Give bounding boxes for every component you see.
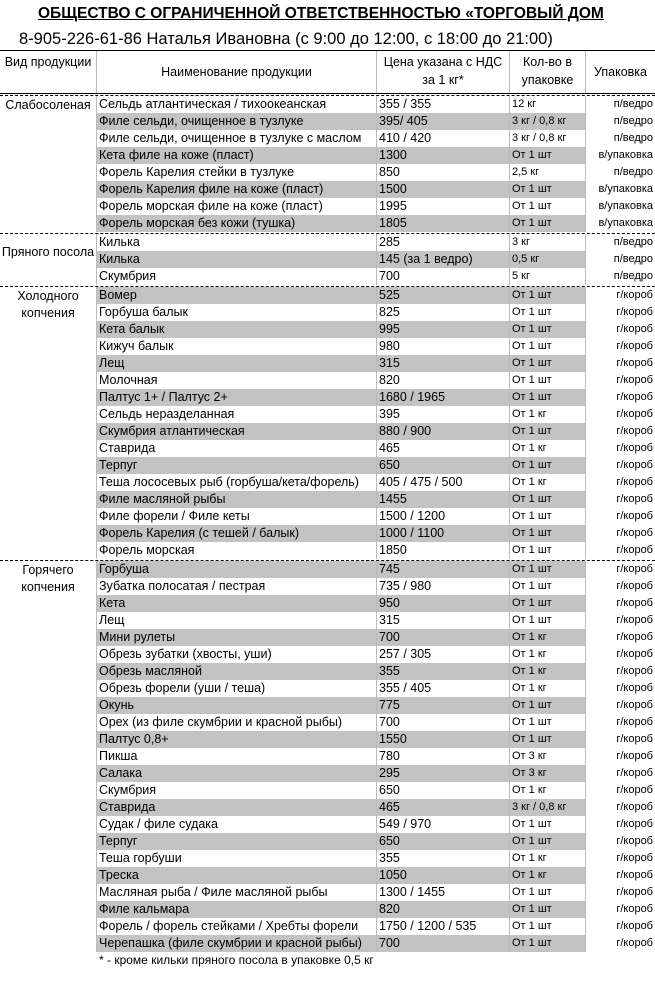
product-qty: От 1 шт xyxy=(512,544,552,556)
product-price: 1050 xyxy=(377,867,509,884)
product-qty: От 1 шт xyxy=(510,833,586,850)
table-row xyxy=(0,782,655,799)
table-row xyxy=(0,491,655,508)
table-row xyxy=(0,321,655,338)
product-pack: г/короб xyxy=(616,699,653,711)
product-qty: От 1 шт xyxy=(512,920,552,932)
table-row xyxy=(0,355,655,372)
product-name: Филе сельди, очищенное в тузлуке xyxy=(97,113,376,130)
header-price: Цена указана с НДС за 1 кг* xyxy=(377,51,510,93)
product-pack: г/короб xyxy=(616,835,653,847)
product-price: 395 xyxy=(379,407,400,421)
product-name: Масляная рыба / Филе масляной рыбы xyxy=(99,885,328,899)
product-name: Ставрида xyxy=(97,799,376,816)
product-name: Филе кальмара xyxy=(97,901,376,918)
product-price: 465 xyxy=(377,799,509,816)
column-rule xyxy=(585,96,586,232)
product-pack: п/ведро xyxy=(613,132,653,144)
product-price: 1805 xyxy=(377,215,509,232)
product-qty: От 1 шт xyxy=(512,374,552,386)
product-name: Скумбрия xyxy=(99,783,157,797)
product-name: Терпуг xyxy=(97,457,376,474)
product-pack: г/короб xyxy=(616,631,653,643)
product-pack: г/короб xyxy=(616,357,653,369)
product-qty: От 1 шт xyxy=(512,580,552,592)
table-row xyxy=(0,714,655,731)
table-row xyxy=(0,561,655,578)
table-row xyxy=(0,867,655,884)
product-price: 700 xyxy=(377,935,509,952)
product-pack: г/короб xyxy=(616,665,653,677)
product-name: Скумбрия атлантическая xyxy=(97,423,376,440)
product-name: Теша лососевых рыб (горбуша/кета/форель) xyxy=(99,475,359,489)
product-pack: г/короб xyxy=(616,801,653,813)
column-rule xyxy=(509,561,510,952)
product-pack: п/ведро xyxy=(613,115,653,127)
table-row xyxy=(0,268,655,285)
table-row xyxy=(0,680,655,697)
table-row xyxy=(0,525,655,542)
table-row xyxy=(0,251,655,268)
table-row xyxy=(0,372,655,389)
section-1 xyxy=(0,96,655,232)
product-price: 549 / 970 xyxy=(379,817,432,831)
table-row xyxy=(0,423,655,440)
product-qty: От 1 шт xyxy=(512,886,552,898)
product-pack: г/короб xyxy=(616,716,653,728)
product-name: Горбуша балык xyxy=(99,305,188,319)
table-row xyxy=(0,234,655,251)
product-pack: п/ведро xyxy=(613,270,653,282)
product-qty: От 1 шт xyxy=(510,321,586,338)
product-price: 820 xyxy=(379,373,400,387)
product-price: 145 (за 1 ведро) xyxy=(377,251,509,268)
table-row xyxy=(0,765,655,782)
section-3 xyxy=(0,287,655,559)
product-price: 1500 / 1200 xyxy=(379,509,446,523)
product-pack: г/короб xyxy=(616,493,653,505)
product-name: Форель / форель стейками / Хребты форели xyxy=(99,919,359,933)
product-qty: От 1 кг xyxy=(512,682,547,694)
product-price: 410 / 420 xyxy=(379,131,432,145)
table-row xyxy=(0,884,655,901)
product-price: 315 xyxy=(379,613,400,627)
product-price: 650 xyxy=(377,457,509,474)
product-name: Лещ xyxy=(97,355,376,372)
table-body xyxy=(0,95,655,952)
product-pack: г/короб xyxy=(616,648,653,660)
product-price: 355 / 355 xyxy=(379,97,432,111)
product-price: 700 xyxy=(379,715,400,729)
table-row xyxy=(0,457,655,474)
header-name: Наименование продукции xyxy=(97,51,377,93)
product-name: Форель морская без кожи (тушка) xyxy=(97,215,376,232)
section-label: Холодного копчения xyxy=(17,289,79,320)
product-qty: От 1 кг xyxy=(512,784,547,796)
product-price: 1000 / 1100 xyxy=(377,525,509,542)
table-header xyxy=(0,50,655,94)
product-qty: От 1 шт xyxy=(510,355,586,372)
product-qty: 3 кг / 0,8 кг xyxy=(510,113,586,130)
product-name: Зубатка полосатая / пестрая xyxy=(99,579,266,593)
product-pack: г/короб xyxy=(616,733,653,745)
product-name: Орех (из филе скумбрии и красной рыбы) xyxy=(99,715,343,729)
product-pack: г/короб xyxy=(616,563,653,575)
product-name: Треска xyxy=(97,867,376,884)
product-price: 745 xyxy=(377,561,509,578)
product-price: 1850 xyxy=(379,543,407,557)
product-qty: От 1 шт xyxy=(510,697,586,714)
product-price: 850 xyxy=(379,165,400,179)
column-rule xyxy=(509,287,510,559)
product-pack: г/короб xyxy=(616,374,653,386)
column-rule xyxy=(585,287,586,559)
table-row xyxy=(0,304,655,321)
product-pack: п/ведро xyxy=(613,253,653,265)
product-pack: г/короб xyxy=(616,784,653,796)
product-name: Ставрида xyxy=(99,441,156,455)
table-row xyxy=(0,799,655,816)
product-qty: От 3 кг xyxy=(510,765,586,782)
column-rule xyxy=(96,96,97,232)
product-price: 650 xyxy=(377,833,509,850)
product-pack: г/короб xyxy=(616,544,653,556)
product-name: Вомер xyxy=(97,287,376,304)
product-qty: От 1 кг xyxy=(512,442,547,454)
product-qty: 2,5 кг xyxy=(512,166,540,178)
product-price: 1300 / 1455 xyxy=(379,885,446,899)
product-pack: г/короб xyxy=(616,869,653,881)
product-pack: г/короб xyxy=(616,425,653,437)
footnote-row xyxy=(0,952,655,969)
product-price: 825 xyxy=(379,305,400,319)
product-price: 1995 xyxy=(379,199,407,213)
company-title: ОБЩЕСТВО С ОГРАНИЧЕННОЙ ОТВЕТСТВЕННОСТЬЮ «ТОРГОВЫЙ ДОМ xyxy=(38,5,604,22)
column-rule xyxy=(509,234,510,285)
product-price: 355 / 405 xyxy=(379,681,432,695)
product-qty: От 1 кг xyxy=(510,867,586,884)
product-pack: в/упаковка xyxy=(598,200,653,212)
product-pack: г/короб xyxy=(616,391,653,403)
table-row xyxy=(0,215,655,232)
table-row xyxy=(0,147,655,164)
product-name: Обрезь форели (уши / теша) xyxy=(99,681,266,695)
table-row xyxy=(0,697,655,714)
product-price: 700 xyxy=(379,269,400,283)
product-name: Теша горбуши xyxy=(99,851,182,865)
product-qty: От 1 шт xyxy=(510,389,586,406)
product-name: Сельдь неразделанная xyxy=(99,407,235,421)
product-price: 355 xyxy=(379,851,400,865)
product-qty: 3 кг / 0,8 кг xyxy=(512,132,567,144)
product-qty: От 1 шт xyxy=(510,731,586,748)
product-name: Судак / филе судака xyxy=(99,817,219,831)
table-row xyxy=(0,748,655,765)
column-rule xyxy=(96,561,97,952)
table-row xyxy=(0,816,655,833)
column-rule xyxy=(376,287,377,559)
product-price: 735 / 980 xyxy=(379,579,432,593)
product-qty: От 1 шт xyxy=(512,716,552,728)
product-name: Окунь xyxy=(97,697,376,714)
product-price: 700 xyxy=(377,629,509,646)
product-qty: От 1 шт xyxy=(510,901,586,918)
product-price: 775 xyxy=(377,697,509,714)
product-price: 1750 / 1200 / 535 xyxy=(379,919,477,933)
product-price: 1500 xyxy=(377,181,509,198)
product-price: 285 xyxy=(379,235,400,249)
product-price: 257 / 305 xyxy=(379,647,432,661)
product-price: 295 xyxy=(377,765,509,782)
product-pack: п/ведро xyxy=(613,236,653,248)
product-name: Скумбрия xyxy=(99,269,157,283)
product-qty: 3 кг / 0,8 кг xyxy=(510,799,586,816)
price-table xyxy=(0,50,655,969)
product-name: Молочная xyxy=(99,373,158,387)
product-qty: От 1 шт xyxy=(510,181,586,198)
product-pack: г/короб xyxy=(616,580,653,592)
product-qty: От 1 шт xyxy=(512,818,552,830)
product-pack: г/короб xyxy=(616,323,653,335)
column-rule xyxy=(96,234,97,285)
header-qty: Кол-во в упаковке xyxy=(510,51,586,93)
table-row xyxy=(0,629,655,646)
product-name: Пикша xyxy=(99,749,138,763)
product-price: 950 xyxy=(377,595,509,612)
product-price: 980 xyxy=(379,339,400,353)
section-label: Пряного посола xyxy=(1,245,95,259)
product-name: Кета филе на коже (пласт) xyxy=(97,147,376,164)
product-name: Обрезь масляной xyxy=(97,663,376,680)
product-price: 995 xyxy=(377,321,509,338)
product-qty: От 1 шт xyxy=(512,614,552,626)
product-pack: г/короб xyxy=(616,476,653,488)
product-name: Форель Карелия (с тешей / балык) xyxy=(97,525,376,542)
product-qty: От 1 шт xyxy=(512,200,552,212)
table-row xyxy=(0,612,655,629)
product-qty: От 1 шт xyxy=(512,306,552,318)
product-name: Филе форели / Филе кеты xyxy=(99,509,250,523)
product-qty: От 1 шт xyxy=(510,935,586,952)
product-pack: г/короб xyxy=(616,340,653,352)
product-price: 465 xyxy=(379,441,400,455)
product-qty: От 1 шт xyxy=(510,147,586,164)
product-qty: 12 кг xyxy=(512,98,537,110)
contact-phone: 8-905-226-61-86 Наталья Ивановна (с 9:00 до 12:00, с 18:00 до 21:00) xyxy=(19,30,553,48)
product-price: 650 xyxy=(379,783,400,797)
table-row xyxy=(0,646,655,663)
product-qty: От 1 шт xyxy=(510,525,586,542)
table-row xyxy=(0,508,655,525)
product-name: Кета балык xyxy=(97,321,376,338)
column-rule xyxy=(509,96,510,232)
product-qty: От 1 шт xyxy=(510,423,586,440)
product-price: 820 xyxy=(377,901,509,918)
table-row xyxy=(0,595,655,612)
product-pack: г/короб xyxy=(616,597,653,609)
table-row xyxy=(0,198,655,215)
product-name: Горбуша xyxy=(97,561,376,578)
column-rule xyxy=(376,561,377,952)
product-pack: г/короб xyxy=(616,920,653,932)
product-pack: г/короб xyxy=(616,886,653,898)
product-qty: 0,5 кг xyxy=(510,251,586,268)
product-name: Обрезь зубатки (хвосты, уши) xyxy=(99,647,272,661)
product-qty: От 1 шт xyxy=(512,510,552,522)
product-name: Кета xyxy=(97,595,376,612)
table-row xyxy=(0,918,655,935)
table-row xyxy=(0,113,655,130)
column-rule xyxy=(585,561,586,952)
product-price: 315 xyxy=(377,355,509,372)
product-pack: г/короб xyxy=(616,442,653,454)
footnote: * - кроме кильки пряного посола в упаковке 0,5 кг xyxy=(99,953,374,967)
product-qty: От 3 кг xyxy=(512,750,547,762)
product-pack: в/упаковка xyxy=(598,149,653,161)
table-row xyxy=(0,181,655,198)
header-pack: Упаковка xyxy=(594,65,647,79)
table-row xyxy=(0,935,655,952)
product-qty: От 1 шт xyxy=(510,595,586,612)
product-pack: г/короб xyxy=(616,408,653,420)
product-price: 1455 xyxy=(377,491,509,508)
section-2 xyxy=(0,234,655,285)
product-qty: От 1 кг xyxy=(512,408,547,420)
product-price: 1550 xyxy=(377,731,509,748)
product-name: Форель Карелия филе на коже (пласт) xyxy=(97,181,376,198)
product-name: Форель морская xyxy=(99,543,195,557)
product-price: 1680 / 1965 xyxy=(377,389,509,406)
product-qty: От 1 шт xyxy=(510,287,586,304)
product-qty: От 1 шт xyxy=(512,340,552,352)
product-pack: г/короб xyxy=(616,682,653,694)
product-pack: г/короб xyxy=(616,614,653,626)
product-pack: в/упаковка xyxy=(598,183,653,195)
product-qty: От 1 кг xyxy=(512,476,547,488)
product-price: 405 / 475 / 500 xyxy=(379,475,463,489)
product-qty: От 1 кг xyxy=(510,663,586,680)
product-name: Филе сельди, очищенное в тузлуке с маслом xyxy=(99,131,362,145)
product-pack: г/короб xyxy=(616,306,653,318)
section-label: Горячего копчения xyxy=(21,563,75,594)
product-pack: г/короб xyxy=(616,527,653,539)
product-qty: От 1 кг xyxy=(510,629,586,646)
table-row xyxy=(0,663,655,680)
column-rule xyxy=(376,96,377,232)
product-pack: п/ведро xyxy=(613,98,653,110)
product-name: Форель морская филе на коже (пласт) xyxy=(99,199,323,213)
table-row xyxy=(0,406,655,423)
product-price: 1300 xyxy=(377,147,509,164)
product-qty: От 1 шт xyxy=(510,215,586,232)
product-name: Терпуг xyxy=(97,833,376,850)
table-row xyxy=(0,389,655,406)
product-price: 880 / 900 xyxy=(377,423,509,440)
header-type: Вид продукции xyxy=(0,51,97,93)
section-4 xyxy=(0,561,655,952)
product-qty: От 1 кг xyxy=(512,852,547,864)
column-rule xyxy=(376,234,377,285)
table-row xyxy=(0,731,655,748)
column-rule xyxy=(96,287,97,559)
product-pack: г/короб xyxy=(616,937,653,949)
table-row xyxy=(0,164,655,181)
table-row xyxy=(0,287,655,304)
product-qty: От 1 шт xyxy=(510,491,586,508)
product-pack: г/короб xyxy=(616,289,653,301)
section-label: Слабосоленая xyxy=(5,98,91,112)
product-name: Килька xyxy=(99,235,140,249)
product-pack: п/ведро xyxy=(613,166,653,178)
product-name: Форель Карелия стейки в тузлуке xyxy=(99,165,295,179)
column-rule xyxy=(585,234,586,285)
product-price: 395/ 405 xyxy=(377,113,509,130)
product-pack: в/упаковка xyxy=(598,217,653,229)
product-name: Килька xyxy=(97,251,376,268)
table-row xyxy=(0,833,655,850)
product-price: 780 xyxy=(379,749,400,763)
product-name: Палтус 1+ / Палтус 2+ xyxy=(97,389,376,406)
product-pack: г/короб xyxy=(616,459,653,471)
product-name: Черепашка (филе скумбрии и красной рыбы) xyxy=(97,935,376,952)
table-row xyxy=(0,130,655,147)
product-qty: 3 кг xyxy=(512,236,530,248)
table-row xyxy=(0,338,655,355)
table-row xyxy=(0,901,655,918)
product-name: Палтус 0,8+ xyxy=(97,731,376,748)
product-name: Филе масляной рыбы xyxy=(97,491,376,508)
product-name: Лещ xyxy=(99,613,125,627)
table-row xyxy=(0,578,655,595)
table-row xyxy=(0,542,655,559)
product-pack: г/короб xyxy=(616,510,653,522)
product-qty: От 1 шт xyxy=(510,561,586,578)
product-name: Салака xyxy=(97,765,376,782)
product-pack: г/короб xyxy=(616,767,653,779)
table-row xyxy=(0,96,655,113)
product-name: Кижуч балык xyxy=(99,339,174,353)
product-price: 525 xyxy=(377,287,509,304)
product-name: Сельдь атлантическая / тихоокеанская xyxy=(99,97,327,111)
product-qty: 5 кг xyxy=(512,270,530,282)
table-row xyxy=(0,440,655,457)
product-pack: г/короб xyxy=(616,903,653,915)
product-price: 355 xyxy=(377,663,509,680)
product-name: Мини рулеты xyxy=(97,629,376,646)
table-row xyxy=(0,474,655,491)
table-row xyxy=(0,850,655,867)
product-pack: г/короб xyxy=(616,852,653,864)
product-pack: г/короб xyxy=(616,750,653,762)
product-qty: От 1 кг xyxy=(512,648,547,660)
product-qty: От 1 шт xyxy=(510,457,586,474)
product-pack: г/короб xyxy=(616,818,653,830)
